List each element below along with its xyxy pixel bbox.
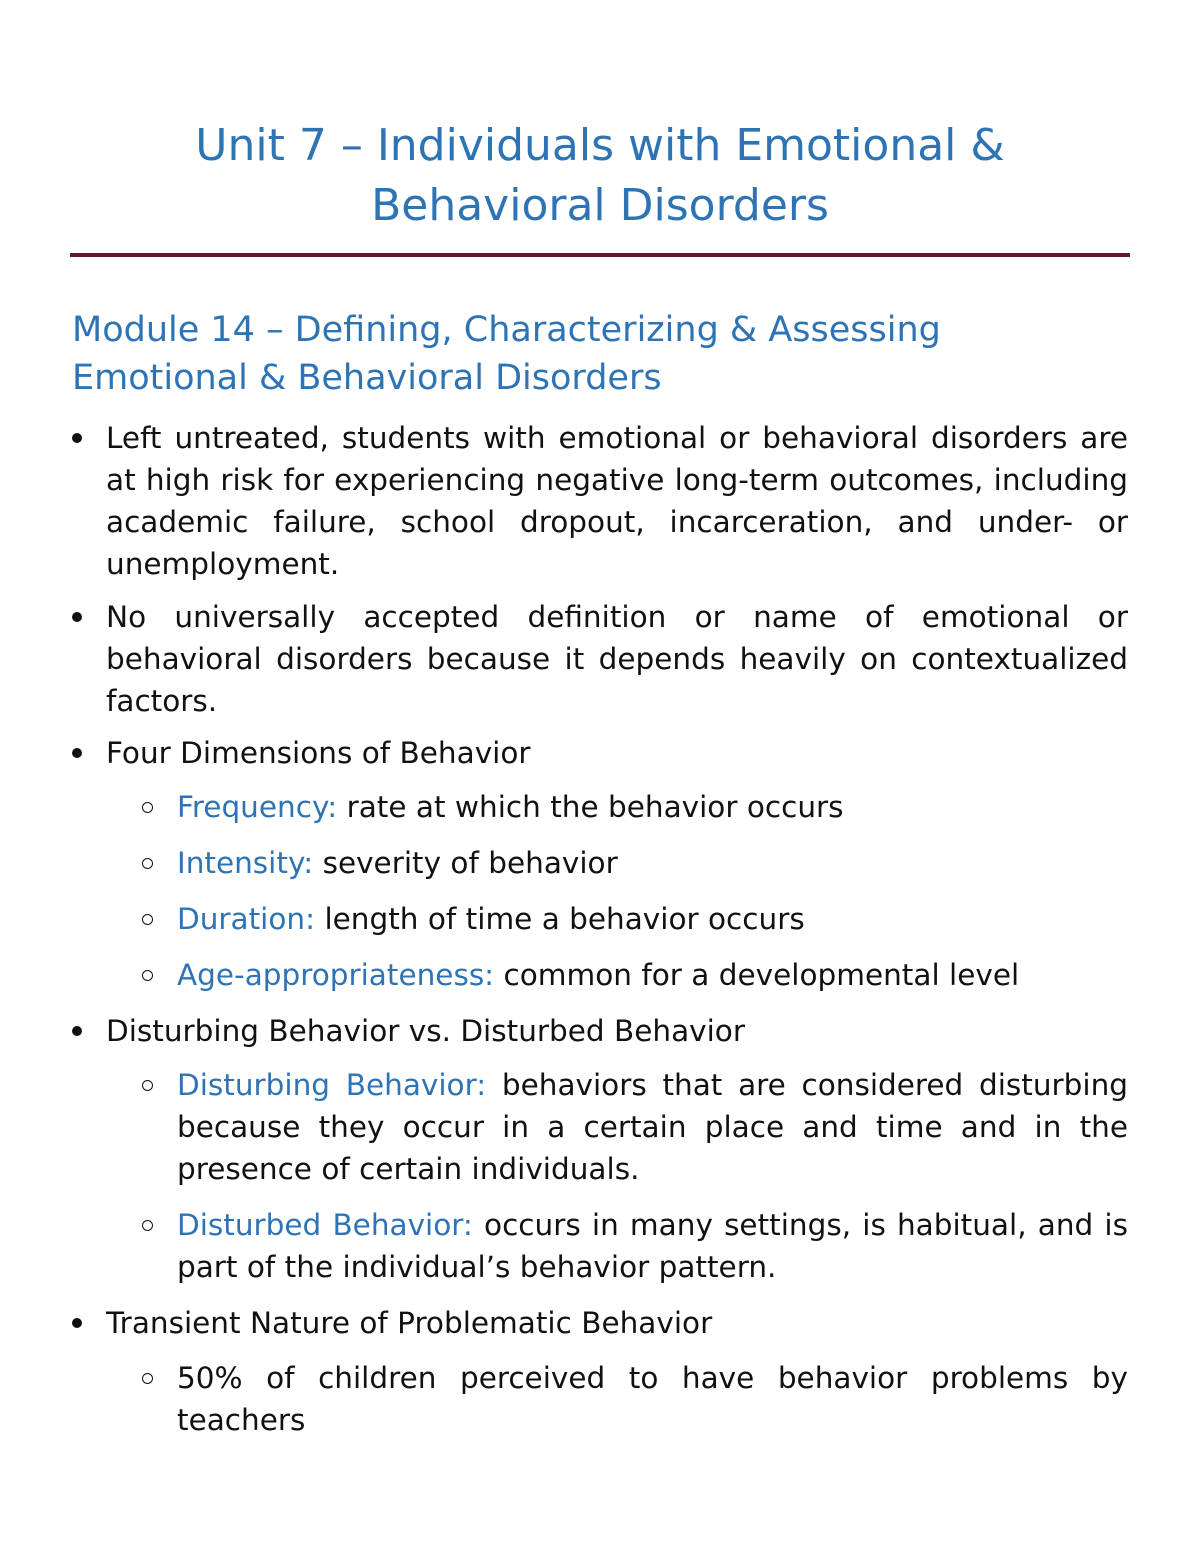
bullet-icon	[72, 748, 82, 758]
module-heading-line-1: Module 14 – Defining, Characterizing & Assessing	[72, 310, 941, 350]
term-description: occurs in many settings, is habitual, and is part of the individual’s behavior pattern.	[177, 1208, 1128, 1284]
bullet-icon	[72, 1026, 82, 1036]
term-label: Age-appropriateness:	[177, 958, 495, 992]
sub-list-item	[177, 1357, 1128, 1441]
circle-bullet-icon	[142, 1220, 153, 1231]
term-label: Disturbing Behavior:	[177, 1068, 487, 1102]
circle-bullet-icon	[142, 858, 153, 869]
term-description: common for a developmental level	[494, 958, 1020, 992]
circle-bullet-icon	[142, 1080, 153, 1091]
module-heading	[72, 306, 1132, 402]
term-description: 50% of children perceived to have behavior problems by teachers	[177, 1361, 1128, 1437]
circle-bullet-icon	[142, 970, 153, 981]
circle-bullet-icon	[142, 1373, 153, 1384]
circle-bullet-icon	[142, 802, 153, 813]
sub-list-item	[177, 898, 1128, 940]
term-label: Disturbed Behavior:	[177, 1208, 473, 1242]
term-label: Duration:	[177, 902, 316, 936]
sub-list-item	[177, 1064, 1128, 1190]
list-item: Transient Nature of Problematic Behavior	[106, 1306, 713, 1340]
sub-list-item	[177, 786, 1128, 828]
title-divider	[70, 253, 1130, 257]
bullet-icon	[72, 1318, 82, 1328]
sub-list-item	[177, 954, 1128, 996]
unit-title-line-2: Behavioral Disorders	[371, 180, 829, 231]
unit-title	[70, 116, 1130, 236]
list-item: Left untreated, students with emotional or behavioral disorders are at high risk for experiencing negative long-term outcomes, including academic failure, school dropout, incarceration, and under- or unemployment.	[106, 421, 1128, 581]
sub-list-item	[177, 842, 1128, 884]
sub-list-item	[177, 1204, 1128, 1288]
list-item: Four Dimensions of Behavior	[106, 736, 531, 770]
unit-title-line-1: Unit 7 – Individuals with Emotional &	[195, 120, 1005, 171]
list-item: No universally accepted definition or name of emotional or behavioral disorders because it depends heavily on contextualized factors.	[106, 600, 1128, 718]
term-description: behaviors that are considered disturbing because they occur in a certain place and time and in the presence of certain individuals.	[177, 1068, 1128, 1186]
module-heading-line-2: Emotional & Behavioral Disorders	[72, 358, 662, 398]
term-description: severity of behavior	[313, 846, 618, 880]
circle-bullet-icon	[142, 914, 153, 925]
list-item: Disturbing Behavior vs. Disturbed Behavior	[106, 1014, 745, 1048]
term-description: rate at which the behavior occurs	[337, 790, 844, 824]
term-description: length of time a behavior occurs	[315, 902, 805, 936]
bullet-icon	[72, 433, 82, 443]
term-label: Frequency:	[177, 790, 338, 824]
term-label: Intensity:	[177, 846, 314, 880]
bullet-icon	[72, 612, 82, 622]
